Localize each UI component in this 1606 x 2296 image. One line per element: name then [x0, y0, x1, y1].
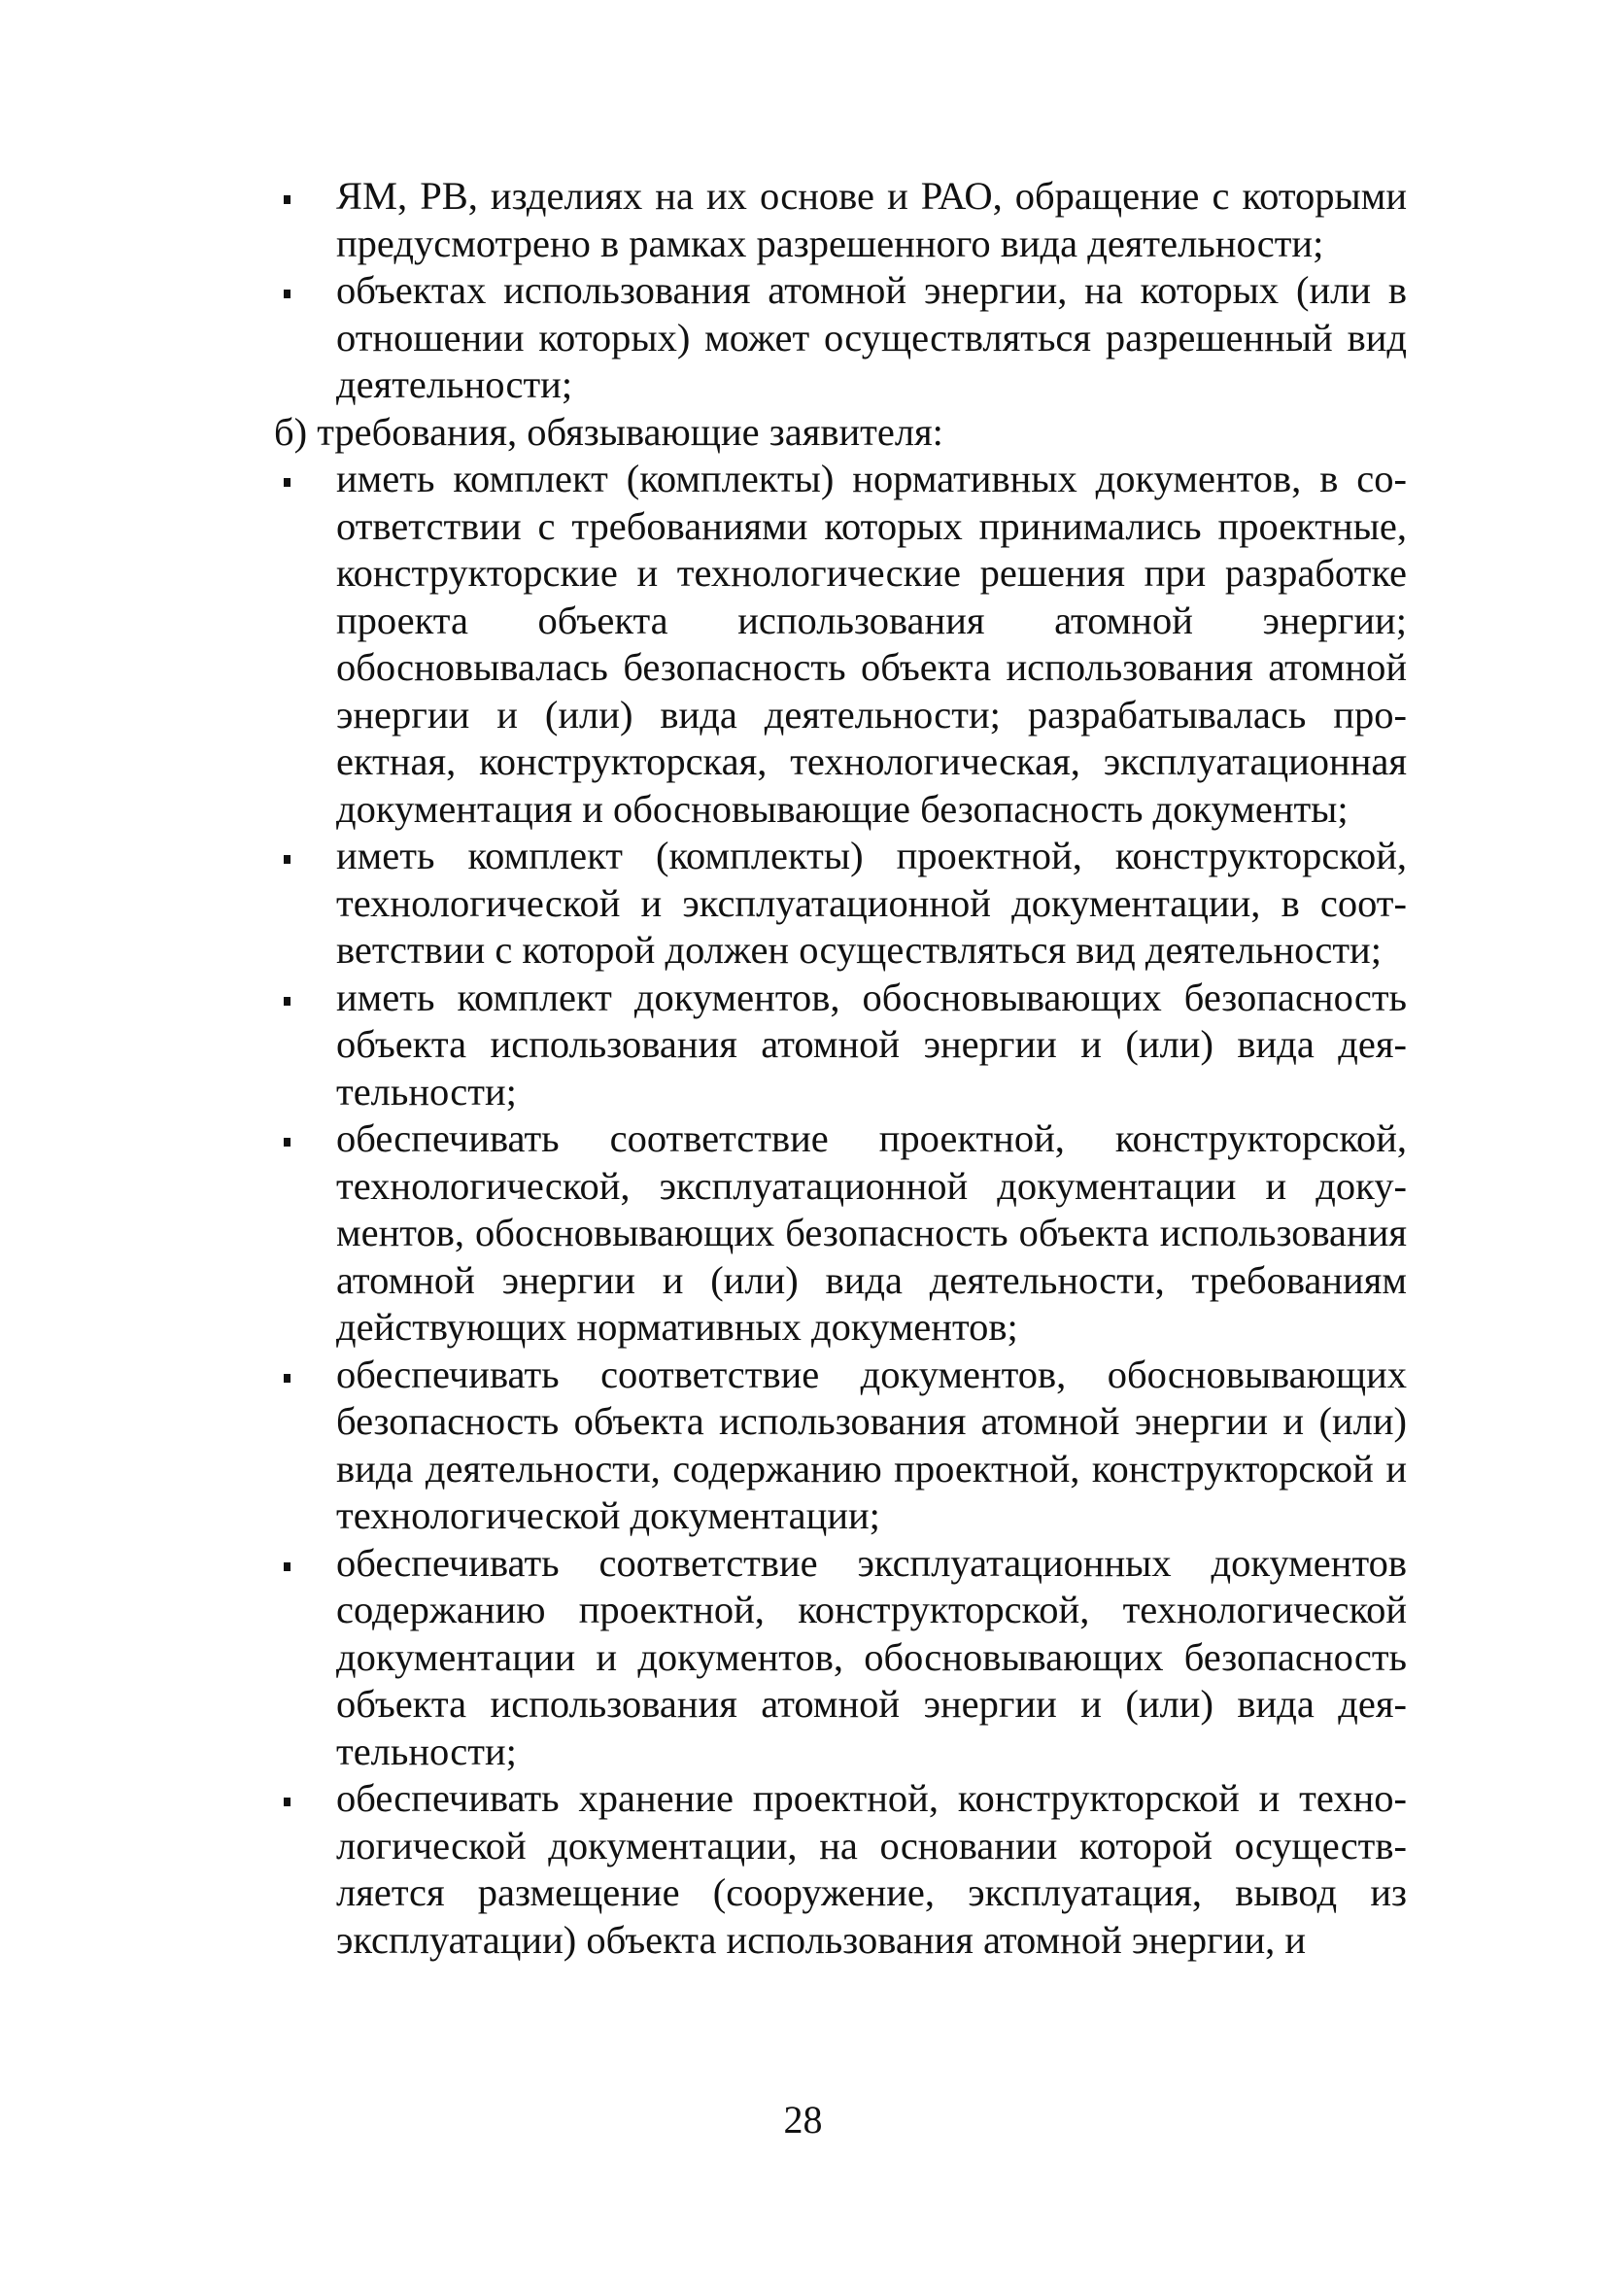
bullet-icon: [284, 1374, 290, 1383]
list-item: [272, 1540, 1407, 1776]
bullet-list-requirements: [272, 456, 1407, 1964]
list-item: [272, 975, 1407, 1116]
list-item-text: обеспечивать хранение проектной, конструкторской и технологической документации, на основании которой осуществляется размещение (сооружение, эксплуатация, вывод из эксплуатации) объекта использования атомной энергии, и: [336, 1776, 1407, 1962]
bullet-icon: [284, 195, 290, 204]
list-item: [272, 833, 1407, 975]
list-item-text: обеспечивать соответствие документов, обосновывающих безопасность объекта использования атомной энергии и (или) вида деятельности, содержанию проектной, конструкторской и технологической документации;: [336, 1352, 1407, 1537]
document-page: [272, 173, 1407, 1964]
bullet-icon: [284, 855, 290, 864]
page-number: 28: [783, 2098, 823, 2142]
list-item: [272, 1115, 1407, 1352]
list-item: [272, 173, 1407, 267]
bullet-icon: [284, 997, 290, 1006]
bullet-icon: [284, 1798, 290, 1806]
bullet-icon: [284, 290, 290, 298]
list-item-text: ЯМ, РВ, изделиях на их основе и РАО, обращение с которыми предусмотрено в рамках разрешенного вида деятельности;: [336, 174, 1407, 265]
bullet-icon: [284, 478, 290, 487]
list-item: [272, 1775, 1407, 1964]
section-heading: б) требования, обязывающие заявителя:: [274, 409, 943, 454]
list-item-text: иметь комплект документов, обосновывающих безопасность объекта использования атомной энергии и (или) вида деятельности;: [336, 975, 1407, 1114]
list-item-text: обеспечивать соответствие проектной, конструкторской, технологической, эксплуатационной документации и документов, обосновывающих безопасность объекта использования атомной энергии и (или) вида деятельности, требованиям действующих нормативных документов;: [336, 1116, 1407, 1349]
list-item: [272, 267, 1407, 409]
bullet-list-continued: [272, 173, 1407, 409]
list-item-text: обеспечивать соответствие эксплуатационных документов содержанию проектной, конструкторской, технологической документации и документов, обосновывающих безопасность объекта использования атомной энергии и (или) вида деятельности;: [336, 1540, 1407, 1773]
list-item-text: объектах использования атомной энергии, на которых (или в отношении которых) может осуществляться разрешенный вид деятельности;: [336, 268, 1407, 406]
bullet-icon: [284, 1562, 290, 1571]
list-item-text: иметь комплект (комплекты) нормативных документов, в соответствии с требованиями которых принимались проектные, конструкторские и технологические решения при разработке проекта объекта использования атомной энергии; обосновывалась безопасность объекта использования атомной энергии и (или) вида деятельности; разрабатывалась проектная, конструкторская, технологическая, эксплуатационная документация и обосновывающие безопасность документы;: [336, 457, 1407, 831]
list-item-text: иметь комплект (комплекты) проектной, конструкторской, технологической и эксплуатационной документации, в соответствии с которой должен осуществляться вид деятельности;: [336, 834, 1407, 972]
bullet-icon: [284, 1138, 290, 1147]
list-item: [272, 1352, 1407, 1540]
list-item: [272, 456, 1407, 833]
